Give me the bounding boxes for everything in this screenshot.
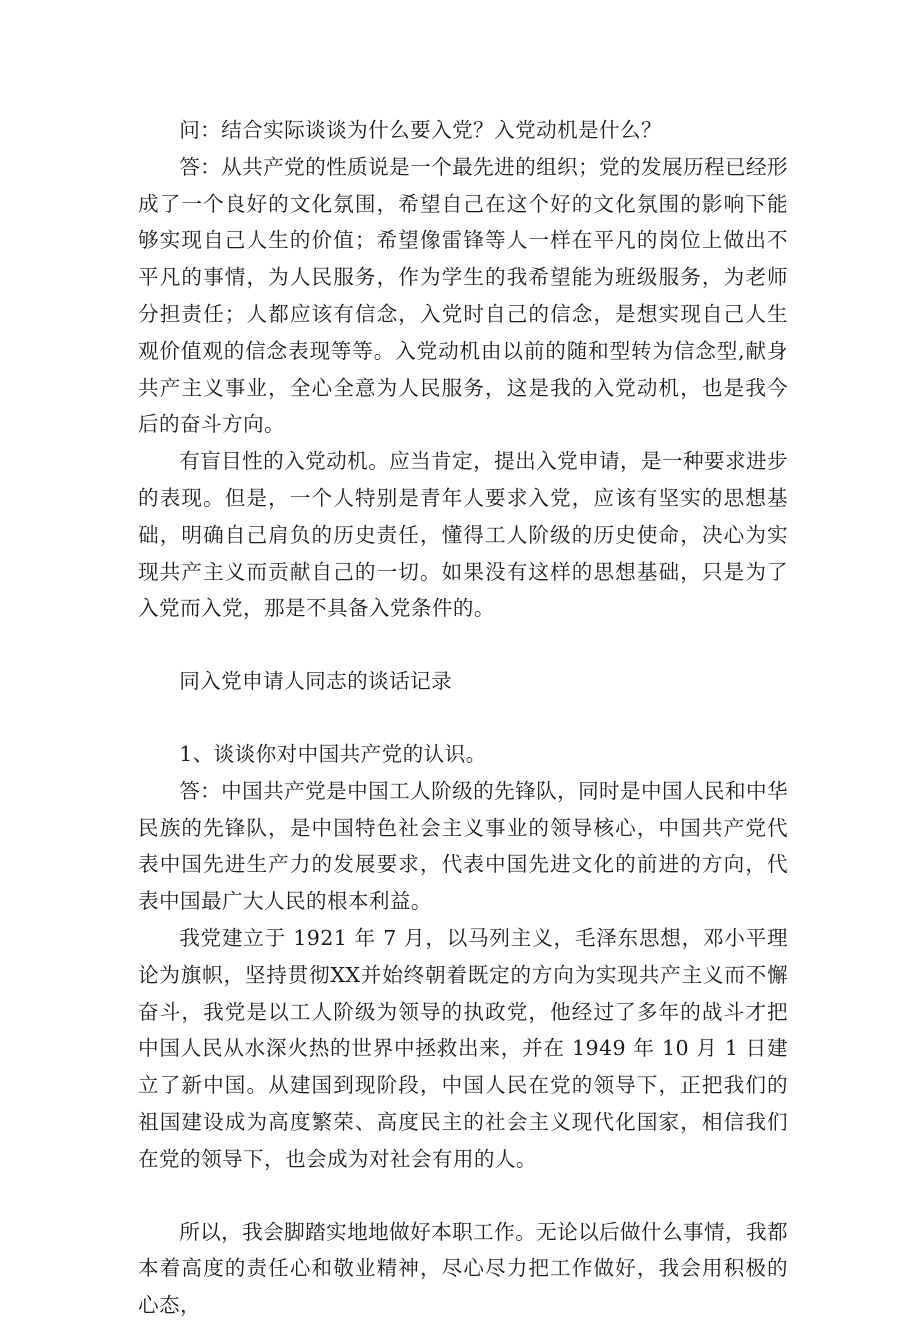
document-body [138, 112, 788, 1324]
answer-understanding: 答：中国共产党是中国工人阶级的先锋队，同时是中国人民和中华民族的先锋队，是中国特色社会主义事业的领导核心，中国共产党代表中国先进生产力的发展要求，代表中国先进文化的前进的方向，代表中国最广大人民的根本利益。 [138, 778, 789, 914]
paragraph-party-history: 我党建立于 1921 年 7 月，以马列主义，毛泽东思想，邓小平理论为旗帜，坚持贯彻XX并始终朝着既定的方向为实现共产主义而不懈奋斗，我党是以工人阶级为领导的执政党，他经过了多年的战斗才把中国人民从水深火热的世界中拯救出来，并在 1949 年 10 月 1 日建立了新中国。从建国到现阶段，中国人民在党的领导下，正把我们的祖国建设成为高度繁荣、高度民主的社会主义现代化国家，相信我们在党的领导下，也会成为对社会有用的人。 [138, 925, 788, 1171]
answer-why-join: 答：从共产党的性质说是一个最先进的组织；党的发展历程已经形成了一个良好的文化氛围，希望自己在这个好的文化氛围的影响下能够实现自己人生的价值；希望像雷锋等人一样在平凡的岗位上做出不平凡的事情，为人民服务，作为学生的我希望能为班级服务，为老师分担责任；人都应该有信念，入党时自己的信念，是想实现自己人生观价值观的信念表现等等。入党动机由以前的随和型转为信念型,献身共产主义事业，全心全意为人民服务，这是我的入党动机，也是我今后的奋斗方向。 [138, 154, 789, 437]
spacer [138, 700, 788, 736]
question-why-join: 问：结合实际谈谈为什么要入党？入党动机是什么？ [179, 118, 663, 142]
question-understanding: 1、谈谈你对中国共产党的认识。 [179, 741, 487, 766]
spacer [138, 627, 788, 663]
paragraph-work-attitude: 所以，我会脚踏实地地做好本职工作。无论以后做什么事情，我都本着高度的责任心和敬业精神，尽心尽力把工作做好，我会用积极的心态， [138, 1219, 789, 1318]
paragraph-blind-motive: 有盲目性的入党动机。应当肯定，提出入党申请，是一种要求进步的表现。但是，一个人特别是青年人要求入党，应该有坚实的思想基础，明确自己肩负的历史责任，懂得工人阶级的历史使命，决心为实现共产主义而贡献自己的一切。如果没有这样的思想基础，只是为了入党而入党，那是不具备入党条件的。 [138, 449, 789, 621]
spacer [138, 1178, 788, 1214]
section-title: 同入党申请人同志的谈话记录 [179, 669, 453, 694]
